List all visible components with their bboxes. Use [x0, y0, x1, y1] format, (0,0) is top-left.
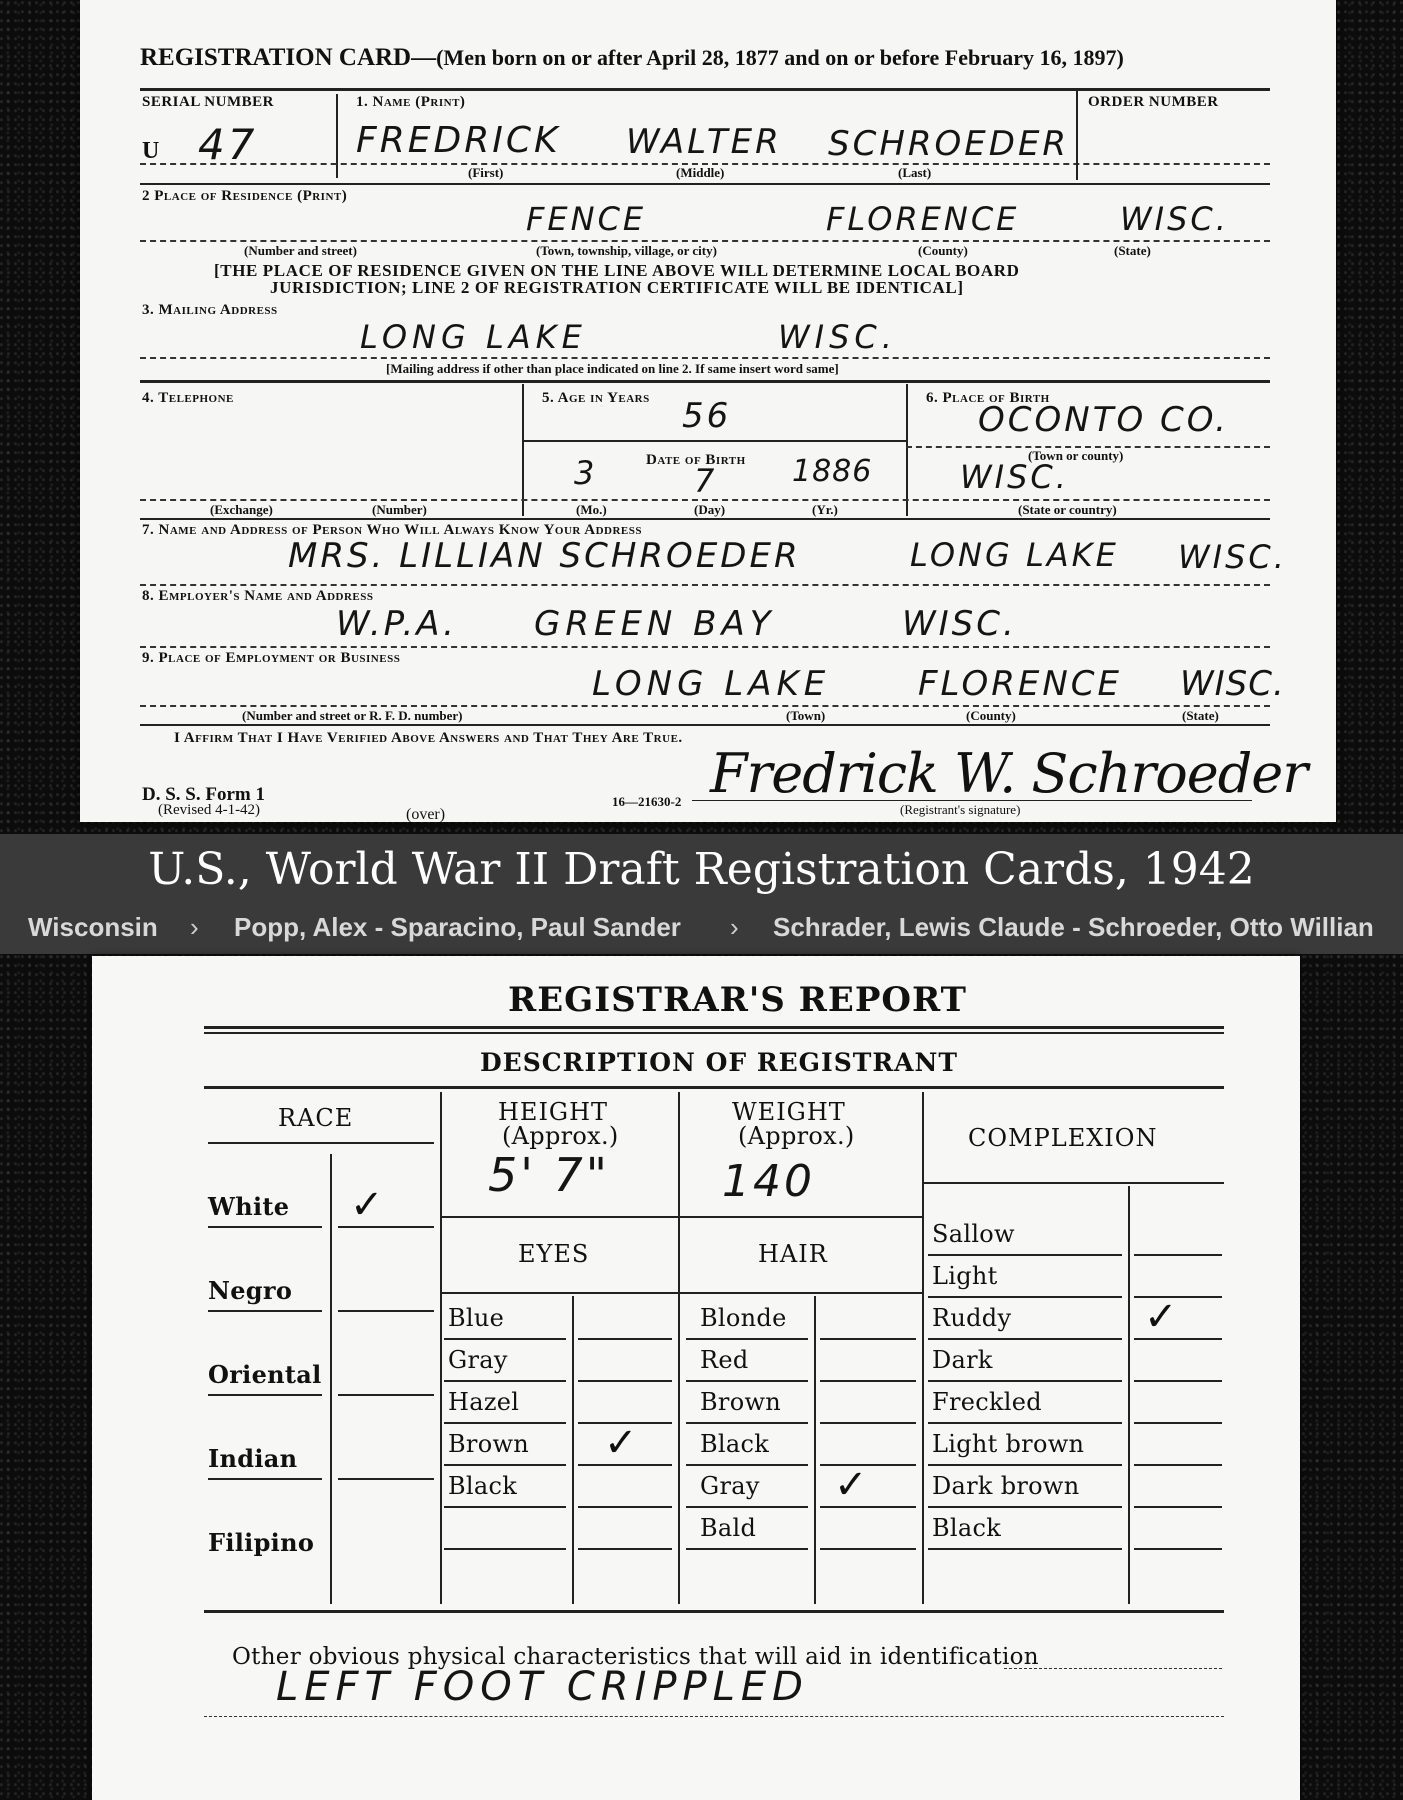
hair-check-cell — [820, 1380, 916, 1382]
dob-label: Date of Birth — [646, 452, 746, 468]
contact-place: LONG LAKE — [910, 536, 1119, 574]
hair-check-cell — [820, 1506, 916, 1508]
number-caption: (Number) — [372, 502, 427, 517]
hair-row-line — [686, 1422, 808, 1424]
eyes-check-cell — [578, 1464, 672, 1466]
serial-prefix: U — [142, 138, 160, 164]
complexion-check-cell — [1134, 1506, 1222, 1508]
race-option-filipino: Filipino — [208, 1528, 315, 1557]
breadcrumb-name-range[interactable]: Popp, Alex - Sparacino, Paul Sander — [234, 912, 681, 942]
hair-row-line — [686, 1380, 808, 1382]
breadcrumb-separator-icon: › — [190, 912, 199, 942]
print-code: 16—21630-2 — [612, 794, 682, 809]
complexion-option-sallow: Sallow — [932, 1220, 1015, 1248]
hair-option-brown: Brown — [700, 1388, 782, 1416]
weight-header: WEIGHT — [732, 1098, 846, 1126]
hair-header: HAIR — [758, 1240, 828, 1268]
race-check-mark: ✓ — [350, 1182, 384, 1228]
hair-check-cell — [820, 1464, 916, 1466]
birthplace-state: WISC. — [960, 458, 1069, 496]
complexion-option-black: Black — [932, 1514, 1002, 1542]
mo-caption: (Mo.) — [576, 502, 607, 517]
other-characteristics-value: LEFT FOOT CRIPPLED — [276, 1664, 809, 1710]
weight-approx: (Approx.) — [738, 1122, 855, 1150]
card-title — [140, 44, 1124, 72]
registrars-report-card — [92, 956, 1300, 1800]
middle-caption: (Middle) — [676, 165, 725, 180]
complexion-option-dark: Dark — [932, 1346, 993, 1374]
report-subtitle: DESCRIPTION OF REGISTRANT — [480, 1048, 958, 1077]
day-caption: (Day) — [694, 502, 726, 517]
complexion-underline — [928, 1296, 1122, 1298]
telephone-label: 4. Telephone — [142, 390, 234, 406]
hair-option-bald: Bald — [700, 1514, 757, 1542]
eye-option-blue: Blue — [448, 1304, 505, 1332]
complexion-option-light-brown: Light brown — [932, 1430, 1085, 1458]
eyes-check-cell — [578, 1506, 672, 1508]
complexion-underline — [928, 1254, 1122, 1256]
mailing-value-1: LONG LAKE — [360, 318, 587, 356]
age-label: 5. Age in Years — [542, 390, 650, 406]
registration-card — [80, 0, 1336, 822]
height-header: HEIGHT — [498, 1098, 609, 1126]
complexion-underline — [928, 1464, 1122, 1466]
eyes-check-mark: ✓ — [604, 1420, 638, 1466]
order-label: ORDER NUMBER — [1088, 94, 1219, 110]
complexion-option-ruddy: Ruddy — [932, 1304, 1012, 1332]
yr-caption: (Yr.) — [812, 502, 838, 517]
eye-option-hazel: Hazel — [448, 1388, 520, 1416]
res-caption-town: (Town, township, village, or city) — [536, 243, 717, 258]
weight-value: 140 — [722, 1156, 815, 1207]
race-underline — [208, 1478, 322, 1480]
collection-title: U.S., World War II Draft Registration Cards, 1942 — [148, 844, 1255, 895]
mailing-label: 3. Mailing Address — [142, 302, 278, 318]
race-underline — [208, 1226, 322, 1228]
breadcrumb-subrange[interactable]: Schrader, Lewis Claude - Schroeder, Otto Willian — [773, 912, 1374, 942]
height-approx: (Approx.) — [502, 1122, 619, 1150]
employment-town: LONG LAKE — [592, 664, 831, 704]
report-title: REGISTRAR'S REPORT — [508, 980, 967, 1020]
birthplace-label: 6. Place of Birth — [926, 390, 1050, 406]
dob-day: 7 — [694, 462, 718, 500]
contact-state: WISC. — [1178, 538, 1287, 576]
employment-county: FLORENCE — [918, 664, 1122, 704]
res-caption-street: (Number and street) — [244, 243, 357, 258]
hair-option-black: Black — [700, 1430, 770, 1458]
registrant-signature: Fredrick W. Schroeder — [710, 742, 1308, 805]
height-value: 5' 7" — [488, 1148, 610, 1202]
signature-caption: (Registrant's signature) — [900, 802, 1021, 817]
hair-row-line — [686, 1548, 808, 1550]
race-option-oriental: Oriental — [208, 1360, 322, 1389]
breadcrumb-state[interactable]: Wisconsin — [28, 912, 158, 942]
card-title-main: REGISTRATION CARD— — [140, 44, 437, 71]
race-header: RACE — [278, 1104, 354, 1132]
jurisdiction-line-1: [THE PLACE OF RESIDENCE GIVEN ON THE LINE ABOVE WILL DETERMINE LOCAL BOARD — [214, 261, 1020, 280]
res-caption-state: (State) — [1114, 243, 1151, 258]
dob-month: 3 — [574, 454, 598, 492]
last-caption: (Last) — [898, 165, 932, 180]
eyes-check-cell — [578, 1380, 672, 1382]
record-caption-banner — [0, 834, 1403, 954]
eye-option-gray: Gray — [448, 1346, 508, 1374]
hair-row-line — [686, 1338, 808, 1340]
eyes-header: EYES — [518, 1240, 590, 1268]
mailing-value-2: WISC. — [778, 318, 897, 356]
eyes-row-line — [444, 1422, 566, 1424]
town-or-county-caption: (Town or county) — [1028, 448, 1124, 463]
first-name: FREDRICK — [356, 120, 561, 161]
other-characteristics-label: Other obvious physical characteristics that will aid in identification — [232, 1644, 1039, 1670]
complexion-underline — [928, 1422, 1122, 1424]
hair-check-cell — [820, 1548, 916, 1550]
eyes-check-cell — [578, 1422, 672, 1424]
res-caption-county: (County) — [918, 243, 968, 258]
complexion-check-cell — [1134, 1422, 1222, 1424]
card-title-note: (Men born on or after April 28, 1877 and on or before February 16, 1897) — [436, 45, 1124, 70]
employer-name: W.P.A. — [336, 604, 457, 644]
race-underline — [208, 1310, 322, 1312]
employment-label: 9. Place of Employment or Business — [142, 650, 401, 666]
hair-option-blonde: Blonde — [700, 1304, 787, 1332]
complexion-check-mark: ✓ — [1144, 1294, 1178, 1340]
complexion-underline — [928, 1506, 1122, 1508]
eyes-check-cell — [578, 1548, 672, 1550]
complexion-check-cell — [1134, 1254, 1222, 1256]
eye-option-brown: Brown — [448, 1430, 530, 1458]
residence-town: FENCE — [526, 200, 647, 238]
affirm-text: I Affirm That I Have Verified Above Answers and That They Are True. — [174, 730, 683, 746]
breadcrumb-separator-icon: › — [730, 912, 739, 942]
hair-option-red: Red — [700, 1346, 749, 1374]
revised-date: (Revised 4-1-42) — [158, 802, 261, 818]
dob-year: 1886 — [792, 454, 873, 489]
complexion-check-cell — [1134, 1380, 1222, 1382]
form-id: D. S. S. Form 1 — [142, 784, 265, 805]
race-option-negro: Negro — [208, 1276, 293, 1305]
employment-state: WISC. — [1180, 664, 1285, 704]
eyes-row-line — [444, 1506, 566, 1508]
complexion-underline — [928, 1380, 1122, 1382]
race-option-white: White — [208, 1192, 290, 1221]
eye-option-black: Black — [448, 1472, 518, 1500]
complexion-check-cell — [1134, 1464, 1222, 1466]
race-check-cell — [338, 1394, 434, 1396]
residence-state: WISC. — [1120, 200, 1229, 238]
complexion-header: COMPLEXION — [968, 1124, 1158, 1152]
race-option-indian: Indian — [208, 1444, 298, 1473]
emp-caption-state: (State) — [1182, 708, 1219, 723]
eyes-row-line — [444, 1464, 566, 1466]
employer-label: 8. Employer's Name and Address — [142, 588, 374, 604]
complexion-option-dark-brown: Dark brown — [932, 1472, 1080, 1500]
emp-caption-town: (Town) — [786, 708, 826, 723]
race-check-cell — [338, 1310, 434, 1312]
state-or-country-caption: (State or country) — [1018, 502, 1117, 517]
complexion-option-freckled: Freckled — [932, 1388, 1042, 1416]
serial-value: 47 — [198, 120, 258, 169]
serial-label: SERIAL NUMBER — [142, 94, 274, 110]
contact-name: MRS. LILLIAN SCHROEDER — [288, 536, 801, 576]
contact-label: 7. Name and Address of Person Who Will Always Know Your Address — [142, 522, 643, 538]
residence-label: 2 Place of Residence (Print) — [142, 188, 348, 204]
race-underline — [208, 1394, 322, 1396]
first-caption: (First) — [468, 165, 504, 180]
exchange-caption: (Exchange) — [210, 502, 273, 517]
middle-name: WALTER — [626, 122, 782, 162]
jurisdiction-line-2: JURISDICTION; LINE 2 OF REGISTRATION CERTIFICATE WILL BE IDENTICAL] — [270, 278, 964, 297]
complexion-underline — [928, 1548, 1122, 1550]
hair-check-cell — [820, 1422, 916, 1424]
eyes-row-line — [444, 1548, 566, 1550]
mailing-caption: [Mailing address if other than place indicated on line 2. If same insert word same] — [386, 361, 839, 376]
eyes-check-cell — [578, 1338, 672, 1340]
emp-caption-county: (County) — [966, 708, 1016, 723]
employer-state: WISC. — [902, 604, 1017, 644]
hair-row-line — [686, 1464, 808, 1466]
hair-option-gray: Gray — [700, 1472, 760, 1500]
eyes-row-line — [444, 1338, 566, 1340]
birthplace-town: OCONTO CO. — [978, 400, 1229, 440]
hair-check-mark: ✓ — [834, 1462, 868, 1508]
age-value: 56 — [682, 396, 732, 436]
last-name: SCHROEDER — [828, 124, 1070, 164]
complexion-check-cell — [1134, 1548, 1222, 1550]
emp-caption-street: (Number and street or R. F. D. number) — [242, 708, 463, 723]
employer-city: GREEN BAY — [534, 604, 776, 644]
hair-row-line — [686, 1506, 808, 1508]
complexion-underline — [928, 1338, 1122, 1340]
over-note: (over) — [406, 806, 446, 823]
name-label: 1. Name (Print) — [356, 94, 466, 110]
race-check-cell — [338, 1478, 434, 1480]
eyes-row-line — [444, 1380, 566, 1382]
complexion-option-light: Light — [932, 1262, 998, 1290]
residence-county: FLORENCE — [826, 200, 1020, 238]
hair-check-cell — [820, 1338, 916, 1340]
